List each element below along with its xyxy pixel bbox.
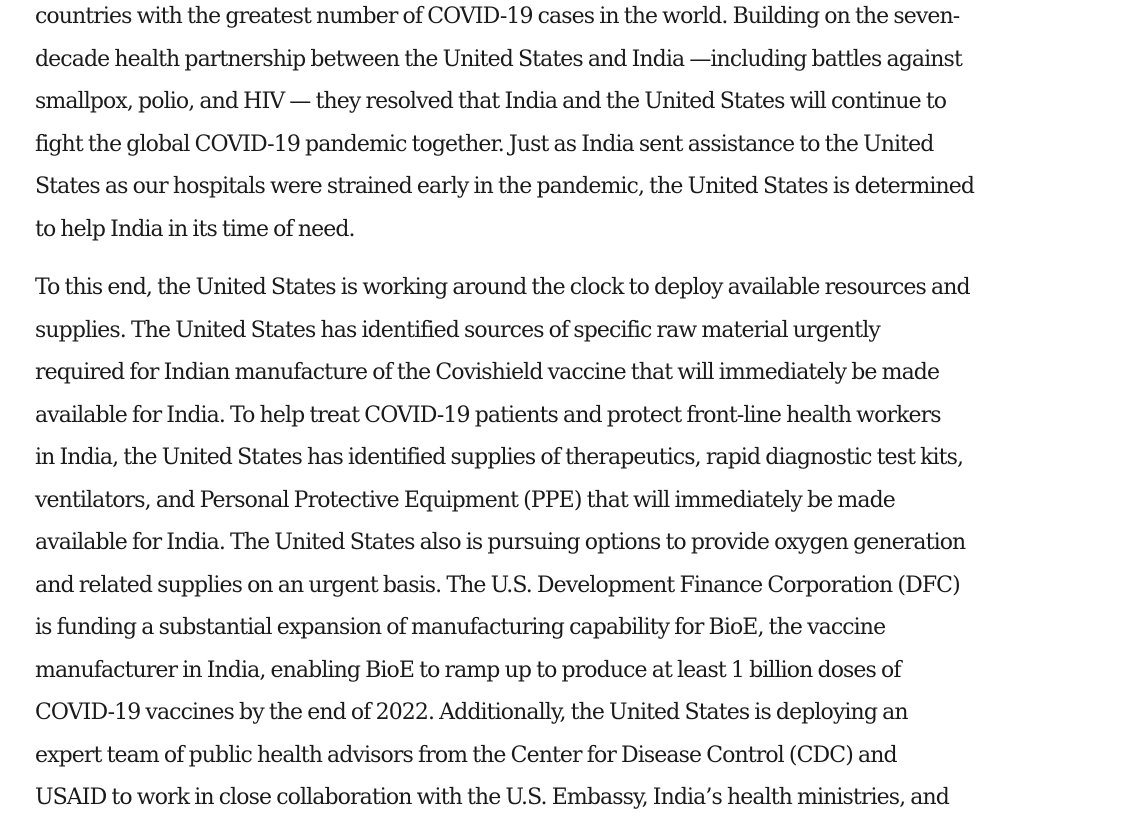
article-paragraph (35, 0, 1135, 251)
text-line: available for India. To help treat COVID-19 patients and protect front-line health workers (35, 402, 941, 428)
text-line: USAID to work in close collaboration with the U.S. Embassy, India’s health ministries, and (35, 785, 949, 810)
text-line: ventilators, and Personal Protective Equipment (PPE) that will immediately be made (35, 487, 895, 513)
text-line: To this end, the United States is working around the clock to deploy available resources and (35, 275, 970, 300)
text-line: expert team of public health advisors from the Center for Disease Control (CDC) and (35, 742, 897, 768)
text-line: decade health partnership between the United States and India —including battles against (35, 46, 962, 72)
text-line: manufacturer in India, enabling BioE to ramp up to produce at least 1 billion doses of (35, 657, 901, 683)
text-line: available for India. The United States also is pursuing options to provide oxygen generation (35, 530, 966, 555)
text-line: COVID-19 vaccines by the end of 2022. Additionally, the United States is deploying an (35, 700, 908, 725)
article-body (35, 0, 1135, 820)
text-line: and related supplies on an urgent basis. The U.S. Development Finance Corporation (DFC) (35, 572, 960, 598)
text-line: required for Indian manufacture of the Covishield vaccine that will immediately be made (35, 360, 940, 385)
text-line: countries with the greatest number of COVID-19 cases in the world. Building on the seven- (35, 4, 960, 29)
text-line: is funding a substantial expansion of manufacturing capability for BioE, the vaccine (35, 615, 886, 640)
text-line: States as our hospitals were strained early in the pandemic, the United States is determined (35, 174, 975, 199)
text-line: in India, the United States has identified supplies of therapeutics, rapid diagnostic test kits, (35, 445, 964, 470)
text-line: smallpox, polio, and HIV — they resolved that India and the United States will continue to (35, 89, 947, 114)
text-line: to help India in its time of need. (35, 216, 355, 242)
text-line: fight the global COVID-19 pandemic together. Just as India sent assistance to the United (35, 131, 934, 157)
article-paragraph (35, 267, 1135, 820)
text-line: supplies. The United States has identified sources of specific raw material urgently (35, 317, 880, 343)
